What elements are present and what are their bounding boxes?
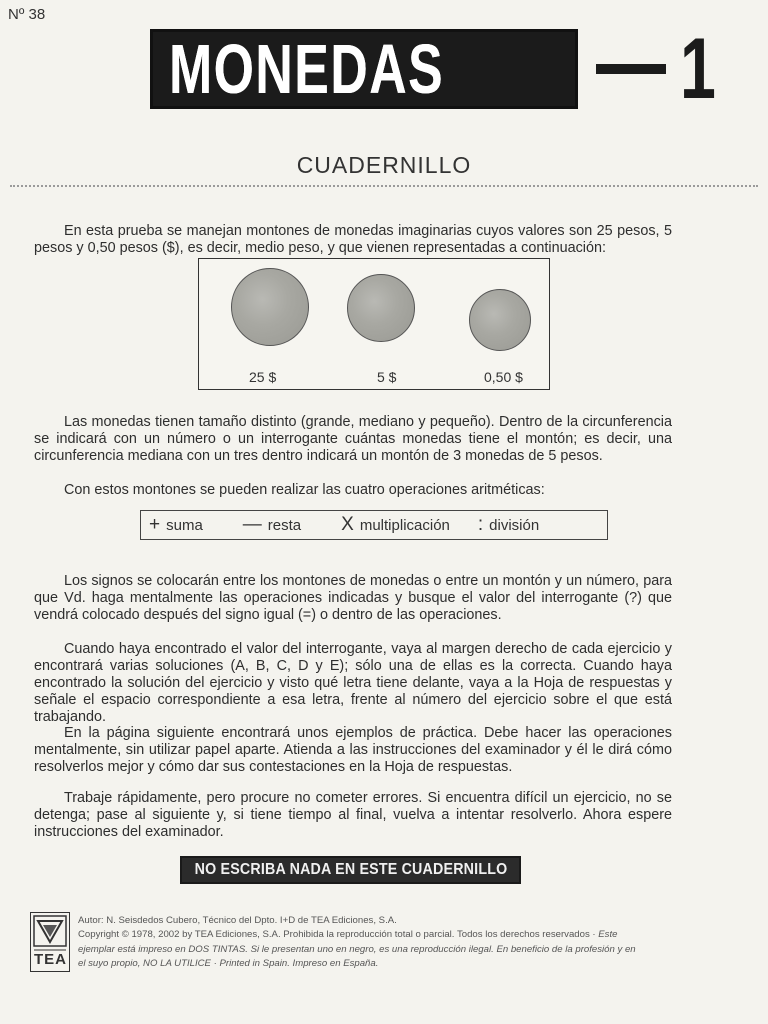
subtitle: CUADERNILLO [296,152,472,178]
coin-medium-label: 5 $ [377,369,397,385]
footer-copyright: Copyright © 1978, 2002 by TEA Ediciones, S.A. Prohibida la reproducción total o parcial. Todos los derechos reservados · [78,929,596,941]
paragraph-speed: Trabaje rápidamente, pero procure no cometer errores. Si encuentra difícil un ejercicio, no se detenga; pase al siguiente y, si tiene tiempo al final, vuelva a intentar resolverlo. Ahora espere instrucciones del examinador. [34,790,672,841]
coin-small-label: 0,50 $ [484,369,523,385]
title-dash [596,64,666,74]
footer-notice: ejemplar está impreso en DOS TINTAS. Si le presentan uno en negro, es una reproducción ilegal. En beneficio de la profesión y en [78,943,636,955]
paragraph-operations-intro: Con estos montones se pueden realizar las cuatro operaciones aritméticas: [64,482,545,499]
operation-sum-label: suma [166,516,203,534]
divide-icon: : [477,514,484,535]
operation-multiplication-label: multiplicación [359,516,450,534]
coin-small [469,289,531,351]
paragraph-intro: En esta prueba se manejan montones de monedas imaginarias cuyos valores son 25 pesos, 5 pesos y 0,50 pesos ($), es decir, medio peso, y que vienen representadas a continuación: [34,223,672,257]
coin-large-label: 25 $ [249,369,277,385]
operations-bar [140,510,608,540]
footer-credits [78,914,698,972]
logo-text: TEA [34,951,67,968]
page-number: Nº 38 [8,6,46,23]
title-box [150,29,578,109]
paragraph-solutions: Cuando haya encontrado el valor del interrogante, vaya al margen derecho de cada ejercicio y encontrará varias soluciones (A, B, C, D y E); sólo una de ellas es la correcta. Cuando haya encontrado la solución del ejercicio y visto qué letra tiene delante, vaya a la Hoja de respuestas y señale el espacio correspondiente a esa letra, frente al número del ejercicio sobre el que está trabajando. [34,641,672,726]
minus-icon: — [242,514,262,535]
title-word: MONEDAS [169,30,445,108]
title-banner [150,21,728,117]
title-number: 1 [680,21,716,117]
warning-text: NO ESCRIBA NADA EN ESTE CUADERNILLO [194,861,507,878]
times-icon: X [341,514,354,535]
warning-banner [180,856,521,884]
operation-division [478,514,539,536]
operation-division-label: división [489,516,540,534]
dotted-divider [10,185,758,187]
tea-logo [30,912,70,972]
footer-author: Autor: N. Seisdedos Cubero, Técnico del Dpto. I+D de TEA Ediciones, S.A. [78,915,397,926]
operation-subtraction-label: resta [267,516,302,534]
footer-copyright-italic: Este [598,929,618,941]
paragraph-coin-sizes: Las monedas tienen tamaño distinto (grande, mediano y pequeño). Dentro de la circunferencia se indicará con un número o un interrogante cuántas monedas tiene el montón; es decir, una circunferencia mediana con un tres dentro indicará un montón de 3 monedas de 5 pesos. [34,414,672,465]
paragraph-signs: Los signos se colocarán entre los montones de monedas o entre un montón y un número, para que Vd. haga mentalmente las operaciones indicadas y busque el valor del interrogante (?) que vendrá colocado después del signo igual (=) o dentro de las operaciones. [34,573,672,624]
operation-sum [149,514,203,536]
footer-copyright-line [78,928,698,942]
coins-figure [198,258,550,390]
footer-printed: el suyo propio, NO LA UTILICE · Printed in Spain. Impreso en España. [78,958,379,970]
coin-large [231,268,309,346]
plus-icon: + [149,514,161,535]
paragraph-examples: En la página siguiente encontrará unos ejemplos de práctica. Debe hacer las operaciones mentalmente, sin utilizar papel aparte. Atienda a las instrucciones del examinador y él le dirá cómo resolverlos mejor y cómo dar sus contestaciones en la Hoja de respuestas. [34,725,672,776]
coin-medium [347,274,415,342]
operation-subtraction [243,514,301,536]
operation-multiplication [341,514,450,536]
